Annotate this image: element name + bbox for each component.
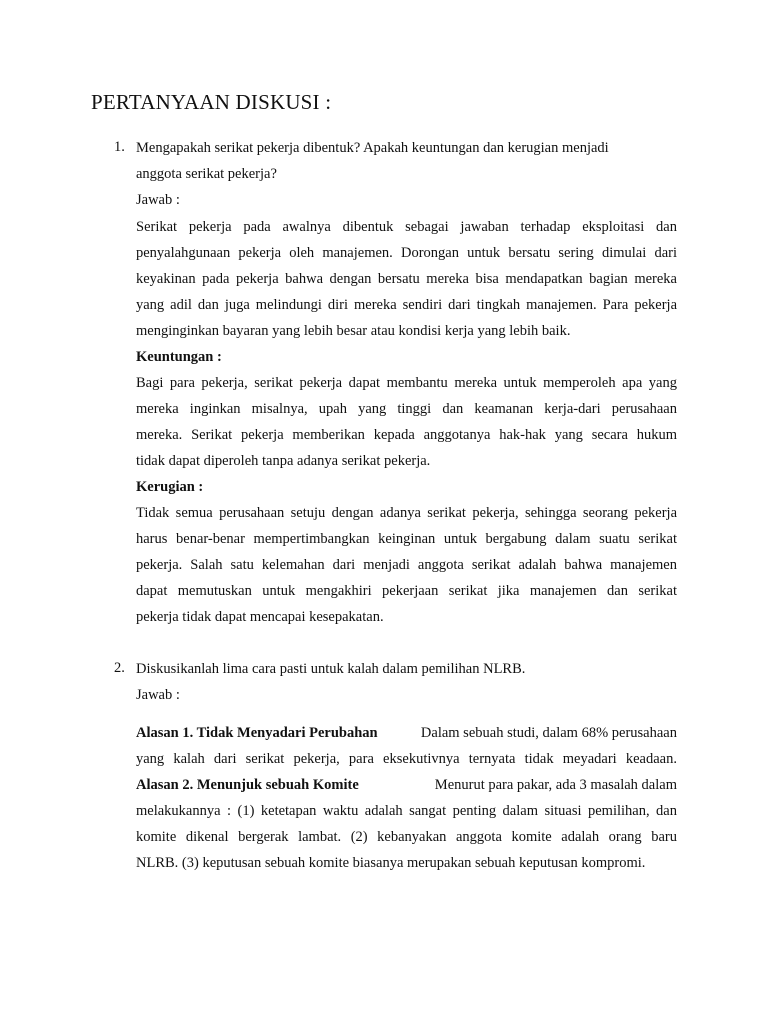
alasan-2-line: komite dikenal bergerak lambat. (2) kebanyakan anggota komite adalah orang baru — [136, 829, 677, 845]
q1-answer-line: menginginkan bayaran yang lebih besar atau kondisi kerja yang lebih baik. — [136, 323, 571, 339]
q1-answer-line: yang adil dan juga melindungi diri mereka sendiri dari tingkah manajemen. Para pekerja — [136, 297, 677, 313]
q1-answer-line: Serikat pekerja pada awalnya dibentuk sebagai jawaban terhadap eksploitasi dan — [136, 219, 677, 235]
q1-answer-line: keyakinan pada pekerja bahwa dengan bersatu mereka bisa mendapatkan bagian mereka — [136, 271, 677, 287]
kerugian-line: dapat memutuskan untuk mengakhiri pekerjaan serikat jika manajemen dan serikat — [136, 583, 677, 599]
alasan-1-line: yang kalah dari serikat pekerja, para eksekutivnya ternyata tidak meyadari keadaan. — [136, 751, 677, 767]
alasan-1-heading: Alasan 1. Tidak Menyadari Perubahan — [136, 725, 378, 741]
alasan-1-text-start: Dalam sebuah studi, dalam 68% perusahaan — [420, 725, 677, 741]
alasan-2-heading: Alasan 2. Menunjuk sebuah Komite — [136, 777, 359, 793]
kerugian-heading: Kerugian : — [136, 479, 204, 495]
question-2-jawab-label: Jawab : — [136, 687, 180, 703]
question-2-text: Diskusikanlah lima cara pasti untuk kalah dalam pemilihan NLRB. — [136, 661, 526, 677]
question-1-jawab-label: Jawab : — [136, 192, 180, 208]
q1-answer-line: penyalahgunaan pekerja oleh manajemen. Dorongan untuk bersatu sering dimulai dari — [136, 245, 677, 261]
alasan-2-line: melakukannya : (1) ketetapan waktu adalah sangat penting dalam situasi pemilihan, dan — [136, 803, 677, 819]
keuntungan-heading: Keuntungan : — [136, 349, 222, 365]
keuntungan-line: Bagi para pekerja, serikat pekerja dapat membantu mereka untuk memperoleh apa yang — [136, 375, 677, 391]
question-1-number: 1. — [114, 139, 125, 155]
alasan-2-text-start: Menurut para pakar, ada 3 masalah dalam — [434, 777, 677, 793]
keuntungan-line: mereka. Serikat pekerja memberikan kepada anggotanya hak-hak yang secara hukum — [136, 427, 677, 443]
alasan-2-first-line — [136, 776, 677, 794]
alasan-2-line: NLRB. (3) keputusan sebuah komite biasanya merupakan sebuah keputusan kompromi. — [136, 855, 646, 871]
kerugian-line: pekerja. Salah satu kelemahan dari menjadi anggota serikat adalah bahwa manajemen — [136, 557, 677, 573]
question-1-text-line-2: anggota serikat pekerja? — [136, 166, 277, 182]
question-2-number: 2. — [114, 660, 125, 676]
kerugian-line: harus benar-benar mempertimbangkan keinginan untuk bergabung dalam suatu serikat — [136, 531, 677, 547]
kerugian-line: Tidak semua perusahaan setuju dengan adanya serikat pekerja, sehingga seorang pekerja — [136, 505, 677, 521]
keuntungan-line: mereka inginkan misalnya, upah yang tinggi dan keamanan kerja-dari perusahaan — [136, 401, 677, 417]
keuntungan-line: tidak dapat diperoleh tanpa adanya serikat pekerja. — [136, 453, 431, 469]
kerugian-line: pekerja tidak dapat mencapai kesepakatan. — [136, 609, 384, 625]
page-title: PERTANYAAN DISKUSI : — [91, 90, 332, 114]
question-1-text-line-1: Mengapakah serikat pekerja dibentuk? Apakah keuntungan dan kerugian menjadi — [136, 140, 609, 156]
alasan-1-first-line — [136, 724, 677, 742]
